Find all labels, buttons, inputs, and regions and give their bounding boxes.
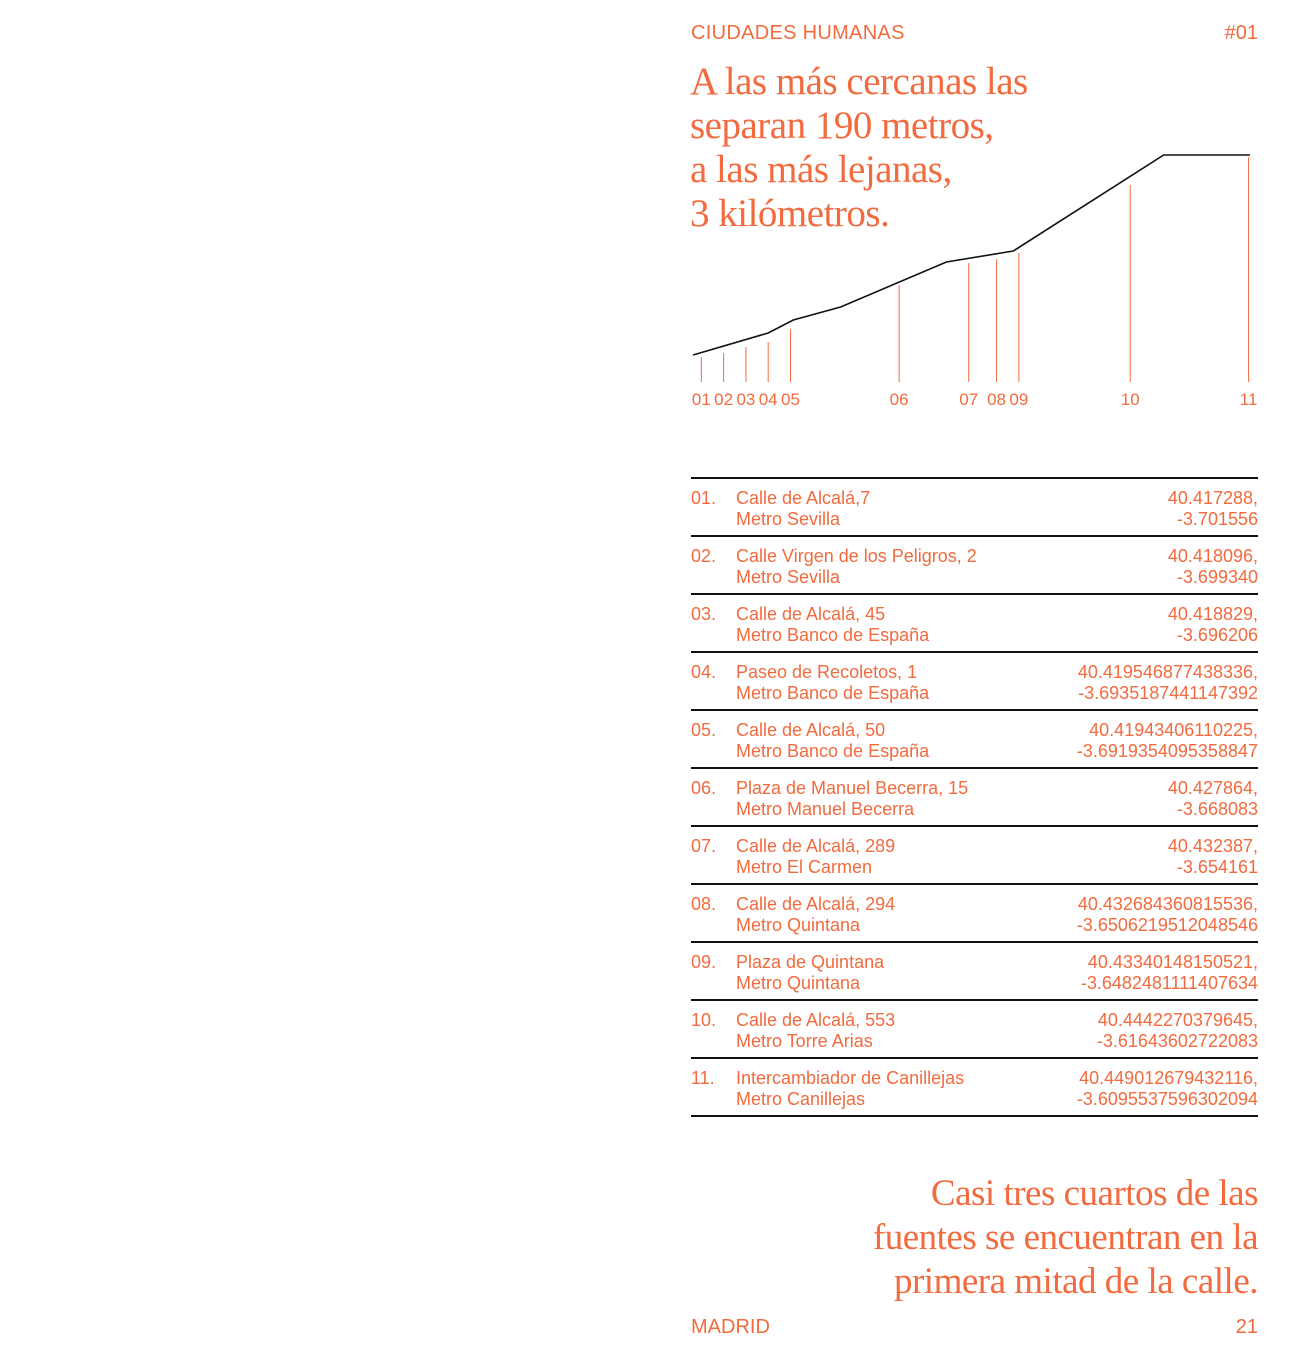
closing-line: primera mitad de la calle. [893, 1261, 1258, 1302]
longitude: -3.6919354095358847 [1076, 741, 1258, 761]
coordinates [1077, 1068, 1258, 1110]
row-number: 01. [691, 488, 717, 508]
row-number: 07. [691, 836, 717, 856]
marker-label: 03 [736, 390, 756, 409]
longitude: -3.6935187441147392 [1078, 683, 1258, 703]
distance-line [693, 155, 1250, 355]
headline-line: A las más cercanas las [690, 60, 1028, 103]
table-row [691, 595, 1258, 653]
coordinates [1168, 488, 1258, 530]
address [736, 952, 884, 994]
street-name: Calle de Alcalá, 50 [736, 720, 886, 740]
marker-label: 04 [758, 390, 778, 409]
address [736, 836, 895, 878]
latitude: 40.432684360815536, [1077, 894, 1258, 914]
latitude: 40.41943406110225, [1089, 720, 1258, 740]
longitude: -3.696206 [1176, 625, 1258, 645]
distance-chart [680, 130, 1280, 420]
marker-label: 01 [691, 390, 711, 409]
marker-label: 08 [987, 390, 1007, 409]
longitude: -3.6482481111407634 [1080, 973, 1258, 993]
latitude: 40.43340148150521, [1087, 952, 1258, 972]
coordinates [1081, 952, 1258, 994]
table-row [691, 769, 1258, 827]
marker-label: 10 [1120, 390, 1140, 409]
closing-statement [798, 1172, 1258, 1304]
address [736, 720, 929, 762]
address [736, 778, 968, 820]
coordinates [1097, 1010, 1258, 1052]
row-number: 05. [691, 720, 717, 740]
table-row [691, 711, 1258, 769]
marker-label: 11 [1239, 390, 1258, 409]
coordinates [1168, 778, 1258, 820]
latitude: 40.449012679432116, [1079, 1068, 1258, 1088]
table-row [691, 653, 1258, 711]
metro-station: Metro Canillejas [736, 1089, 866, 1109]
row-number: 03. [691, 604, 717, 624]
coordinates [1168, 546, 1258, 588]
row-number: 04. [691, 662, 717, 682]
closing-line: fuentes se encuentran en la [872, 1217, 1258, 1258]
longitude: -3.6095537596302094 [1076, 1089, 1258, 1109]
footer-city: MADRID [691, 1316, 770, 1338]
metro-station: Metro Sevilla [736, 509, 841, 529]
headline-line: separan 190 metros, [690, 104, 994, 147]
latitude: 40.427864, [1167, 778, 1258, 798]
coordinates [1077, 894, 1258, 936]
metro-station: Metro El Carmen [736, 857, 873, 877]
table-row [691, 1059, 1258, 1117]
address [736, 546, 977, 588]
latitude: 40.4442270379645, [1097, 1010, 1258, 1030]
table-row [691, 1001, 1258, 1059]
street-name: Plaza de Quintana [736, 952, 885, 972]
coordinates [1078, 662, 1258, 704]
locations-table [691, 477, 1258, 1117]
headline-line: a las más lejanas, [690, 148, 952, 191]
row-number: 10. [691, 1010, 717, 1030]
longitude: -3.61643602722083 [1096, 1031, 1258, 1051]
table-row [691, 479, 1258, 537]
metro-station: Metro Torre Arias [736, 1031, 873, 1051]
street-name: Calle de Alcalá, 294 [736, 894, 896, 914]
metro-station: Metro Banco de España [736, 683, 930, 703]
address [736, 894, 895, 936]
marker-label: 05 [781, 390, 800, 409]
address [736, 662, 929, 704]
metro-station: Metro Manuel Becerra [736, 799, 915, 819]
street-name: Calle de Alcalá, 289 [736, 836, 896, 856]
longitude: -3.699340 [1176, 567, 1258, 587]
row-number: 09. [691, 952, 717, 972]
street-name: Calle Virgen de los Peligros, 2 [736, 546, 977, 566]
metro-station: Metro Banco de España [736, 741, 930, 761]
longitude: -3.654161 [1176, 857, 1258, 877]
page-number: 21 [1235, 1316, 1258, 1338]
metro-station: Metro Quintana [736, 915, 861, 935]
issue-number: #01 [1224, 22, 1258, 44]
row-number: 11. [691, 1068, 715, 1088]
coordinates [1168, 604, 1258, 646]
headline-line: 3 kilómetros. [690, 192, 890, 235]
latitude: 40.417288, [1167, 488, 1258, 508]
marker-label: 02 [714, 390, 734, 409]
longitude: -3.668083 [1176, 799, 1258, 819]
marker-label: 09 [1009, 390, 1029, 409]
table-row [691, 885, 1258, 943]
row-number: 08. [691, 894, 717, 914]
row-number: 06. [691, 778, 717, 798]
coordinates [1077, 720, 1258, 762]
address [736, 1068, 964, 1110]
table-row [691, 537, 1258, 595]
table-row [691, 943, 1258, 1001]
longitude: -3.6506219512048546 [1076, 915, 1258, 935]
latitude: 40.432387, [1167, 836, 1258, 856]
coordinates [1168, 836, 1258, 878]
table-row [691, 827, 1258, 885]
marker-label: 07 [959, 390, 979, 409]
address [736, 1010, 895, 1052]
section-title: CIUDADES HUMANAS [691, 22, 905, 44]
street-name: Intercambiador de Canillejas [736, 1068, 965, 1088]
street-name: Calle de Alcalá,7 [736, 488, 871, 508]
address [736, 488, 870, 530]
metro-station: Metro Quintana [736, 973, 861, 993]
marker-label: 06 [889, 390, 909, 409]
latitude: 40.418829, [1167, 604, 1258, 624]
address [736, 604, 929, 646]
closing-line: Casi tres cuartos de las [930, 1173, 1258, 1214]
latitude: 40.418096, [1167, 546, 1258, 566]
street-name: Paseo de Recoletos, 1 [736, 662, 918, 682]
longitude: -3.701556 [1176, 509, 1258, 529]
street-name: Calle de Alcalá, 45 [736, 604, 886, 624]
row-number: 02. [691, 546, 717, 566]
street-name: Calle de Alcalá, 553 [736, 1010, 896, 1030]
metro-station: Metro Sevilla [736, 567, 841, 587]
street-name: Plaza de Manuel Becerra, 15 [736, 778, 969, 798]
latitude: 40.419546877438336, [1077, 662, 1258, 682]
metro-station: Metro Banco de España [736, 625, 930, 645]
